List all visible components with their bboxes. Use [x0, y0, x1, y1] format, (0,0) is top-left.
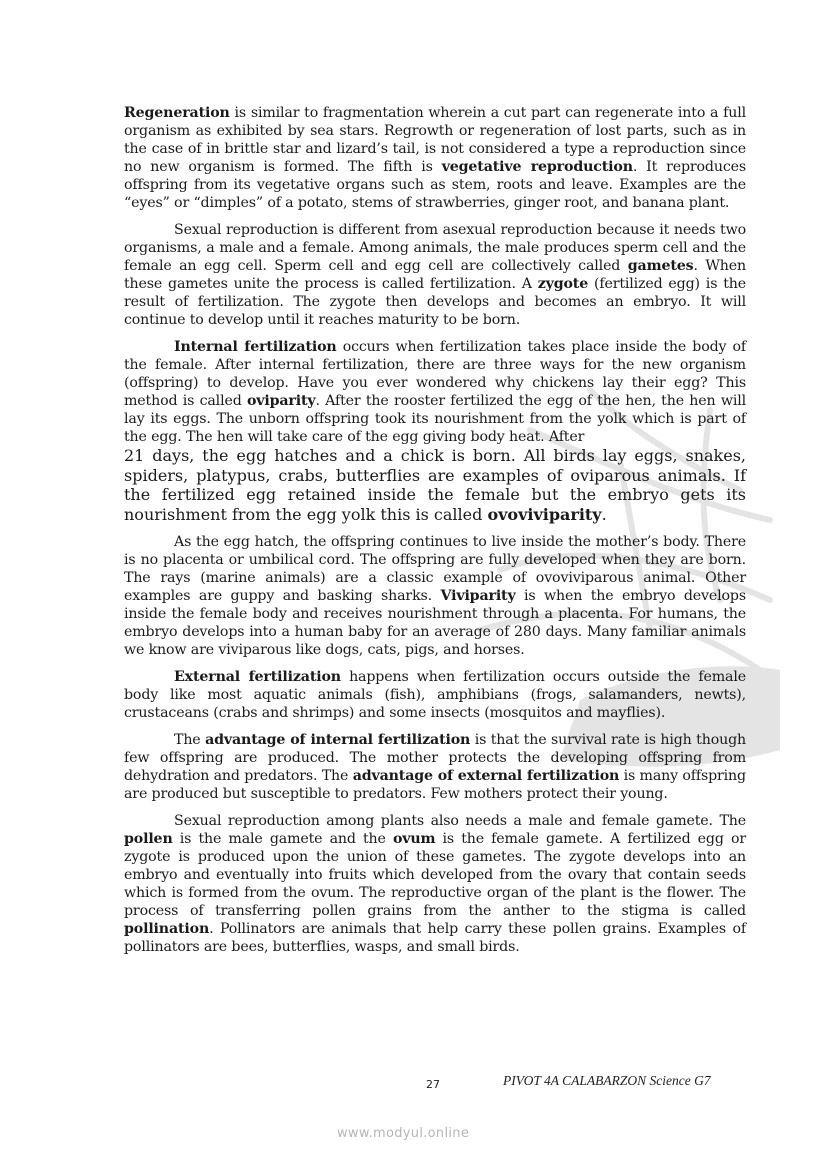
page-number: 27: [426, 1078, 440, 1091]
paragraph-sexual-reproduction: [124, 221, 746, 329]
key-term: advantage of internal fertilization: [205, 732, 471, 748]
paragraph-external-fertilization: [124, 668, 746, 722]
key-term: Internal fertilization: [174, 339, 337, 355]
document-body: [124, 104, 746, 956]
paragraph-advantages: [124, 731, 746, 803]
paragraph-oviparous-examples: [124, 446, 746, 524]
key-term: vegetative reproduction: [441, 159, 633, 175]
key-term: pollination: [124, 921, 210, 937]
body-text: happens when fertilization occurs outside the female body like most aquatic animals (fish), amphibians (frogs, salamanders, newts), crustaceans (crabs and shrimps) and some insects (mosquitos and mayflies).: [124, 669, 746, 721]
body-text: . When these gametes unite the process is called fertilization. A: [124, 258, 746, 292]
site-watermark-text: www.modyul.online: [337, 1126, 470, 1141]
body-text: is the female gamete. A fertilized egg or zygote is produced upon the union of these gametes. The zygote develops into an embryo and eventually into fruits which developed from the ovary that contain seeds which is formed from the ovum. The reproductive organ of the plant is the flower. The process of transferring pollen grains from the anther to the stigma is called: [124, 831, 746, 919]
body-text: . It reproduces offspring from its vegetative organs such as stem, roots and leave. Examples are the “eyes” or “dimples” of a potato, stems of strawberries, ginger root, and banana plant.: [124, 159, 746, 211]
key-term: pollen: [124, 831, 173, 847]
key-term: External fertilization: [174, 669, 341, 685]
key-term: advantage of external fertilization: [352, 768, 620, 784]
key-term: ovoviviparity: [487, 504, 602, 524]
body-text: is many offspring are produced but susceptible to predators. Few mothers protect their young.: [124, 768, 746, 802]
paragraph-plant-reproduction: [124, 812, 746, 956]
paragraph-regeneration: [124, 104, 746, 212]
body-text: Sexual reproduction is different from asexual reproduction because it needs two organisms, a male and a female. Among animals, the male produces sperm cell and the female an egg cell. Sperm cell and egg cell are collectively called: [124, 222, 746, 274]
body-text: 21 days, the egg hatches and a chick is born. All birds lay eggs, snakes, spiders, platypus, crabs, butterflies are examples of oviparous animals. If the fertilized egg retained inside the female but the embryo gets its nourishment from the egg yolk this is called: [124, 446, 746, 524]
key-term: zygote: [537, 276, 589, 292]
footer-title: PIVOT 4A CALABARZON Science G7: [503, 1073, 711, 1088]
body-text: . Pollinators are animals that help carry these pollen grains. Examples of pollinators are bees, butterflies, wasps, and small birds.: [124, 921, 746, 955]
body-text: . After the rooster fertilized the egg of the hen, the hen will lay its eggs. The unborn offspring took its nourishment from the yolk which is part of the egg. The hen will take care of the egg giving body heat. After: [124, 393, 746, 445]
key-term: gametes: [627, 258, 694, 274]
body-text: occurs when fertilization takes place inside the body of the female. After internal fertilization, there are three ways for the new organism (offspring) to develop. Have you ever wondered why chickens lay their egg? This method is called: [124, 339, 746, 409]
key-term: Viviparity: [440, 588, 516, 604]
body-text: is the male gamete and the: [172, 831, 393, 847]
paragraph-internal-fertilization: [124, 338, 746, 446]
key-term: Regeneration: [124, 105, 230, 121]
body-text: is similar to fragmentation wherein a cut part can regenerate into a full organism as exhibited by sea stars. Regrowth or regeneration of lost parts, such as in the case of in brittle star and lizard’s tail, is not considered a type a reproduction since no new organism is formed. The fifth is: [124, 105, 746, 175]
body-text: Sexual reproduction among plants also needs a male and female gamete. The: [174, 813, 746, 829]
body-text: The: [174, 732, 206, 748]
body-text: is that the survival rate is high though few offspring are produced. The mother protects the developing offspring from dehydration and predators. The: [124, 732, 746, 784]
body-text: (fertilized egg) is the result of fertilization. The zygote then develops and becomes an embryo. It will continue to develop until it reaches maturity to be born.: [124, 276, 746, 328]
body-text: is when the embryo develops inside the female body and receives nourishment through a placenta. For humans, the embryo develops into a human baby for an average of 280 days. Many familiar animals we know are viviparous like dogs, cats, pigs, and horses.: [124, 588, 746, 658]
key-term: ovum: [392, 831, 436, 847]
body-text: As the egg hatch, the offspring continues to live inside the mother’s body. There is no placenta or umbilical cord. The offspring are fully developed when they are born. The rays (marine animals) are a classic example of ovoviviparous animal. Other examples are guppy and basking sharks.: [124, 534, 746, 604]
paragraph-viviparity: [124, 533, 746, 659]
key-term: oviparity: [246, 393, 316, 409]
body-text: .: [601, 504, 607, 524]
